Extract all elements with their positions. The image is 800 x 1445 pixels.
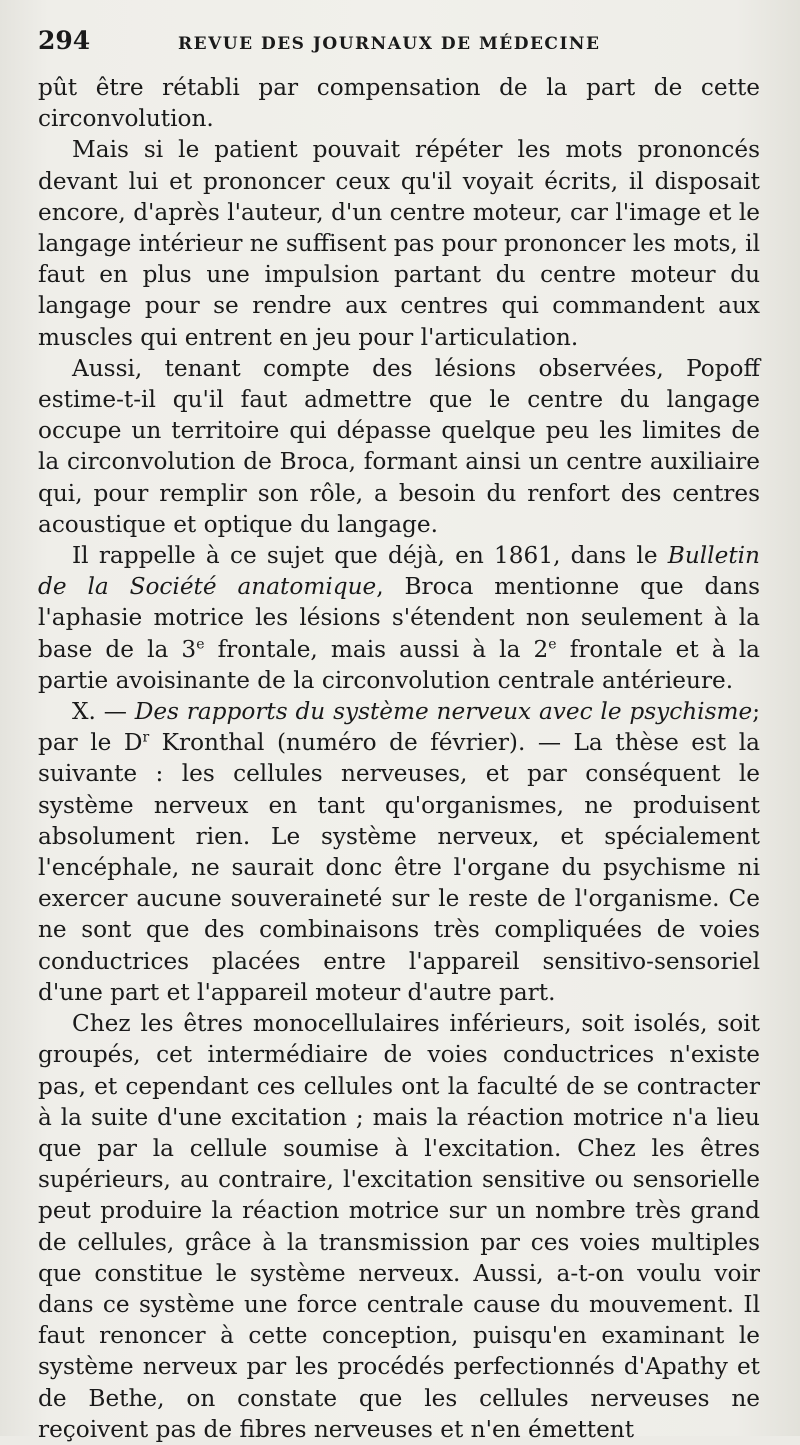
- paragraph-center-moteur: Mais si le patient pouvait répéter les mots prononcés devant lui et prononcer ceux qu'il voyait écrits, il disposait encore, d'après l'auteur, d'un centre moteur, car l'image et le langage intérieur ne suffisent pas pour prononcer les mots, il faut en plus une impulsion partant du centre moteur du langage pour se rendre aux centres qui commandent aux muscles qui entrent en jeu pour l'articulation.: [38, 136, 760, 351]
- text-span: Kronthal (numéro de février). — La thèse est la suivante : les cellules nerveuses, et par conséquent le système nerveux en tant qu'organismes, ne produisent absolument rien. Le système nerveux, et spécialement l'encéphale, ne saurait donc être l'organe du psychisme ni exercer aucune souveraineté sur le reste de l'organisme. Ce ne sont que des combinaisons très compliquées de voies conductrices placées entre l'appareil sensitivo-sensoriel d'une part et l'appareil moteur d'autre part.: [38, 729, 760, 1006]
- superscript: e: [196, 635, 205, 652]
- page-header: [38, 26, 760, 70]
- paragraph-monocellulaires: Chez les êtres monocellulaires inférieurs, soit isolés, soit groupés, cet intermédiaire de voies conductrices n'existe pas, et cependant ces cellules ont la faculté de se contracter à la suite d'une excitation ; mais la réaction motrice n'a lieu que par la cellule soumise à l'excitation. Chez les êtres supérieurs, au contraire, l'excitation sensitive ou sensorielle peut produire la réaction motrice sur un nombre très grand de cellules, grâce à la transmission par ces voies multiples que constitue le système nerveux. Aussi, a-t-on voulu voir dans ce système une force centrale cause du mouvement. Il faut renoncer à cette conception, puisqu'en examinant le système nerveux par les procédés perfectionnés d'Apathy et de Bethe, on constate que les cellules nerveuses ne reçoivent pas de fibres nerveuses et n'en émettent: [38, 1010, 760, 1443]
- article-title: Des rapports du système nerveux avec le psychisme: [134, 698, 753, 726]
- text-span: frontale et à la partie avoisinante de la circonvolution centrale antérieure.: [38, 635, 760, 694]
- running-title: REVUE DES JOURNAUX DE MÉDECINE: [178, 34, 601, 54]
- body-text: [38, 72, 760, 1445]
- paragraph-broca: [38, 540, 760, 696]
- text-span: frontale, mais aussi à la 2: [204, 635, 549, 663]
- paragraph-section-x: [38, 696, 760, 1008]
- journal-title: Bulletin de la Société anatomique: [38, 542, 760, 601]
- paragraph-continuation: pût être rétabli par compensation de la part de cette circonvolution.: [38, 74, 760, 133]
- paragraph-popoff: Aussi, tenant compte des lésions observées, Popoff estime-t-il qu'il faut admettre que le centre du langage occupe un territoire qui dépasse quelque peu les limites de la circonvolution de Broca, formant ainsi un centre auxiliaire qui, pour remplir son rôle, a besoin du renfort des centres acoustique et optique du langage.: [38, 354, 760, 538]
- superscript: r: [142, 729, 150, 746]
- page-number: 294: [38, 26, 91, 55]
- text-span: Il rappelle à ce sujet que déjà, en 1861, dans le: [72, 542, 668, 570]
- superscript: e: [548, 635, 557, 652]
- section-numeral: X. —: [72, 698, 135, 726]
- text-span: , Broca mentionne que dans l'aphasie motrice les lésions s'étendent non seulement à la base de la 3: [38, 573, 760, 663]
- text-span: ; par le D: [38, 698, 760, 757]
